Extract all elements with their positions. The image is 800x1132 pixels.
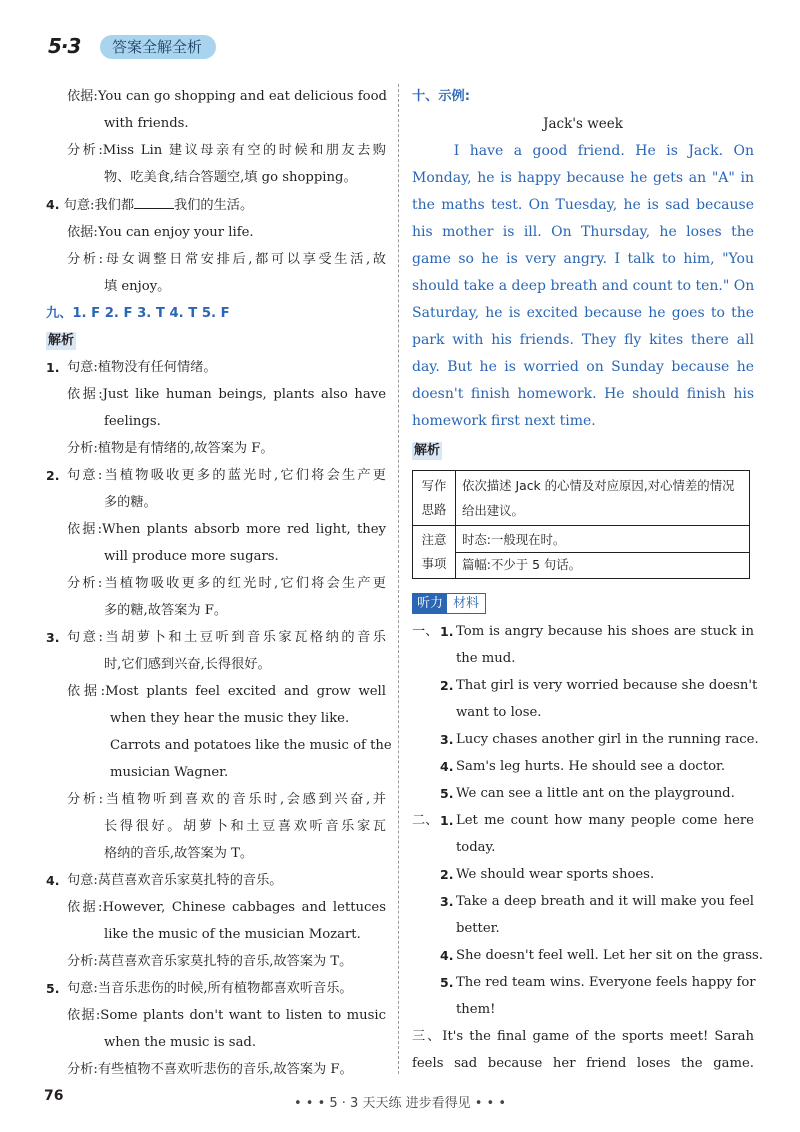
listening-line [412, 807, 754, 834]
essay-line: park with his friends. They fly kites there all [412, 332, 754, 348]
row-text-notes [456, 526, 750, 579]
essay-line: Monday, he is happy because he gets an "A" in [412, 170, 754, 186]
analysis-item [46, 867, 386, 975]
section-9-answers: 九、1. F 2. F 3. T 4. T 5. F [46, 306, 230, 321]
listening-line [412, 726, 759, 753]
listening-line [412, 753, 754, 780]
right-column [412, 83, 763, 1077]
listening-text: We can see a little ant on the playground. [456, 786, 735, 801]
listening-material-tab [412, 593, 486, 614]
listening-text: Take a deep breath and it will make you feel [456, 894, 754, 909]
analysis-item [46, 975, 386, 1083]
item-number: 2. [46, 468, 60, 483]
analysis-line: 分析:Miss Lin 建议母亲有空的时候和朋友去购 [67, 143, 386, 158]
analysis-line: 物、吃美食,结合答题空,填 go shopping。 [104, 170, 357, 185]
listening-text: The red team wins. Everyone feels happy for [456, 975, 756, 990]
tab-listening: 听力 [413, 594, 447, 613]
essay-title: Jack's week [543, 116, 623, 132]
analysis-line: 长得很好。胡萝卜和土豆喜欢听音乐家瓦 [104, 819, 386, 834]
jiexi-label: 解析 [414, 443, 441, 458]
item-number: 1. [46, 360, 60, 375]
brand-logo [44, 24, 102, 64]
writing-guide-table [412, 470, 750, 579]
listening-line [412, 861, 754, 888]
note-tense: 时态:一般现在时。 [456, 528, 749, 553]
essay-line: homework first next time. [412, 413, 596, 429]
analysis-line: 分析:当植物听到喜欢的音乐时,会感到兴奋,并 [67, 792, 386, 807]
analysis-line: 句意:植物没有任何情绪。 [67, 360, 217, 375]
analysis-line: when the music is sad. [104, 1035, 257, 1050]
item-number: 2. [440, 678, 454, 693]
page-number: 76 [44, 1088, 64, 1104]
listening-text: the mud. [456, 651, 516, 666]
section-3-text [412, 1023, 754, 1077]
row-label-notes [413, 526, 456, 579]
essay-line: I have a good friend. He is Jack. On [412, 143, 754, 159]
listening-text: That girl is very worried because she doesn't [456, 678, 758, 693]
column-divider [398, 84, 399, 1074]
brand-logo-text: 5·3 [48, 34, 81, 58]
analysis-line: 句意:当胡萝卜和土豆听到音乐家瓦格纳的音乐 [67, 630, 386, 645]
item-number: 3. [440, 732, 454, 747]
q4-yiju: 依据:You can enjoy your life. [67, 225, 254, 240]
essay-line: the maths test. On Tuesday, he is sad because [412, 197, 754, 213]
listening-line [412, 618, 754, 645]
item-number: 1. [440, 813, 454, 828]
analysis-line: 依据:When plants absorb more red light, they [67, 522, 386, 537]
essay-line: should take a deep breath and count to ten." On [412, 278, 755, 294]
listening-line [412, 780, 754, 807]
tab-material: 材料 [453, 596, 480, 611]
footer-slogan: • • • 5 · 3 天天练 进步看得见 • • • [293, 1096, 506, 1111]
item-number: 1. [440, 624, 454, 639]
row-text-thinking: 依次描述 Jack 的心情及对应原因,对心情差的情况给出建议。 [456, 471, 750, 526]
listening-text: Let me count how many people come here [456, 813, 754, 828]
essay-line: day. But he is worried on Sunday because he [412, 359, 754, 375]
q4-number: 4. [46, 197, 60, 212]
listening-line [412, 969, 754, 996]
listening-line [412, 699, 754, 726]
analysis-line: 依据:Some plants don't want to listen to music [67, 1008, 386, 1023]
item-number: 2. [440, 867, 454, 882]
section-10-heading: 十、示例: [412, 89, 471, 104]
essay-body [412, 138, 754, 435]
listening-line [412, 672, 758, 699]
analysis-line: 格纳的音乐,故答案为 T。 [104, 846, 254, 861]
listening-line [412, 942, 763, 969]
analysis-item [46, 462, 386, 624]
q4-yiyi-b: 我们的生活。 [174, 198, 254, 213]
essay-line: game so he is very angry. I talk to him, "You [412, 251, 754, 267]
analysis-item [46, 354, 386, 462]
page-header [44, 20, 304, 64]
section-mark: 二、 [412, 813, 439, 828]
item-number: 4. [440, 759, 454, 774]
analysis-line: Carrots and potatoes like the music of the [110, 738, 392, 753]
analysis-line: 分析:植物是有情绪的,故答案为 F。 [67, 441, 274, 456]
jiexi-heading-right [412, 437, 754, 464]
analysis-line: 分析:有些植物不喜欢听悲伤的音乐,故答案为 F。 [67, 1062, 353, 1077]
table-row [413, 526, 750, 579]
analysis-line: 多的糖。 [104, 495, 157, 510]
answer-blank [134, 194, 174, 209]
listening-text: today. [456, 840, 496, 855]
analysis-line: 多的糖,故答案为 F。 [104, 603, 228, 618]
item-number: 4. [440, 948, 454, 963]
q4-yiyi-a: 句意:我们都 [63, 198, 135, 213]
row-label-thinking [413, 471, 456, 526]
listening-text: better. [456, 921, 500, 936]
analysis-line: with friends. [104, 116, 189, 131]
analysis-line: 分析:当植物吸收更多的红光时,它们将会生产更 [67, 576, 386, 591]
section-3-line: feels sad because her friend loses the game. [412, 1056, 754, 1071]
listening-line [412, 834, 754, 861]
item-number: 5. [440, 786, 454, 801]
item-number: 3. [46, 630, 60, 645]
header-title: 答案全解全析 [100, 35, 216, 59]
table-row [413, 471, 750, 526]
analysis-line: will produce more sugars. [104, 549, 279, 564]
q4-fenxi-2: 填 enjoy。 [104, 279, 171, 294]
analysis-line: 句意:当植物吸收更多的蓝光时,它们将会生产更 [67, 468, 386, 483]
section-mark: 一、 [412, 624, 439, 639]
listening-transcripts [412, 618, 763, 1023]
listening-text: We should wear sports shoes. [456, 867, 655, 882]
label-line: 写作 [421, 478, 447, 493]
listening-text: Sam's leg hurts. He should see a doctor. [456, 759, 726, 774]
listening-line [412, 915, 754, 942]
analysis-line: 句意:当音乐悲伤的时候,所有植物都喜欢听音乐。 [67, 981, 353, 996]
listening-line [412, 888, 754, 915]
jiexi-label: 解析 [48, 333, 75, 348]
analysis-line: 句意:莴苣喜欢音乐家莫扎特的音乐。 [67, 873, 283, 888]
label-line: 思路 [421, 502, 447, 517]
item-number: 3. [440, 894, 454, 909]
label-line: 事项 [421, 556, 447, 571]
analysis-line: 依据:However, Chinese cabbages and lettuces [67, 900, 386, 915]
label-line: 注意 [421, 532, 447, 547]
analysis-line: when they hear the music they like. [110, 711, 350, 726]
listening-text: She doesn't feel well. Let her sit on the grass. [456, 948, 763, 963]
analysis-line: 分析:莴苣喜欢音乐家莫扎特的音乐,故答案为 T。 [67, 954, 353, 969]
item-number: 5. [46, 981, 60, 996]
q4-fenxi-1: 分析:母女调整日常安排后,都可以享受生活,故 [67, 252, 386, 267]
analysis-item [46, 624, 392, 867]
note-length: 篇幅:不少于 5 句话。 [462, 556, 582, 572]
listening-text: Lucy chases another girl in the running race. [456, 732, 759, 747]
listening-text: them! [456, 1002, 496, 1017]
analysis-line: 依据:Just like human beings, plants also have [67, 387, 386, 402]
analysis-items [46, 354, 392, 1083]
analysis-line: feelings. [104, 414, 161, 429]
listening-text: Tom is angry because his shoes are stuck in [456, 624, 754, 639]
listening-line [412, 645, 754, 672]
item-number: 4. [46, 873, 60, 888]
analysis-line: 时,它们感到兴奋,长得很好。 [104, 657, 271, 672]
section-3-line: 三、It's the final game of the sports meet! Sarah [412, 1029, 754, 1044]
listening-line [412, 996, 754, 1023]
left-top-block [46, 83, 386, 191]
item-number: 5. [440, 975, 454, 990]
essay-line: Saturday, he is excited because he goes to the [412, 305, 754, 321]
jiexi-heading-left [46, 327, 386, 354]
q4-yiyi [46, 191, 386, 219]
analysis-line: 依据:Most plants feel excited and grow well [67, 684, 386, 699]
essay-line: his mother is ill. On Thursday, he loses the [412, 224, 754, 240]
analysis-line: musician Wagner. [110, 765, 229, 780]
analysis-line: like the music of the musician Mozart. [104, 927, 361, 942]
essay-line: doesn't finish homework. He should finish his [412, 386, 754, 402]
listening-text: want to lose. [456, 705, 542, 720]
analysis-line: 依据:You can go shopping and eat delicious food [67, 89, 387, 104]
left-column [46, 83, 392, 1083]
